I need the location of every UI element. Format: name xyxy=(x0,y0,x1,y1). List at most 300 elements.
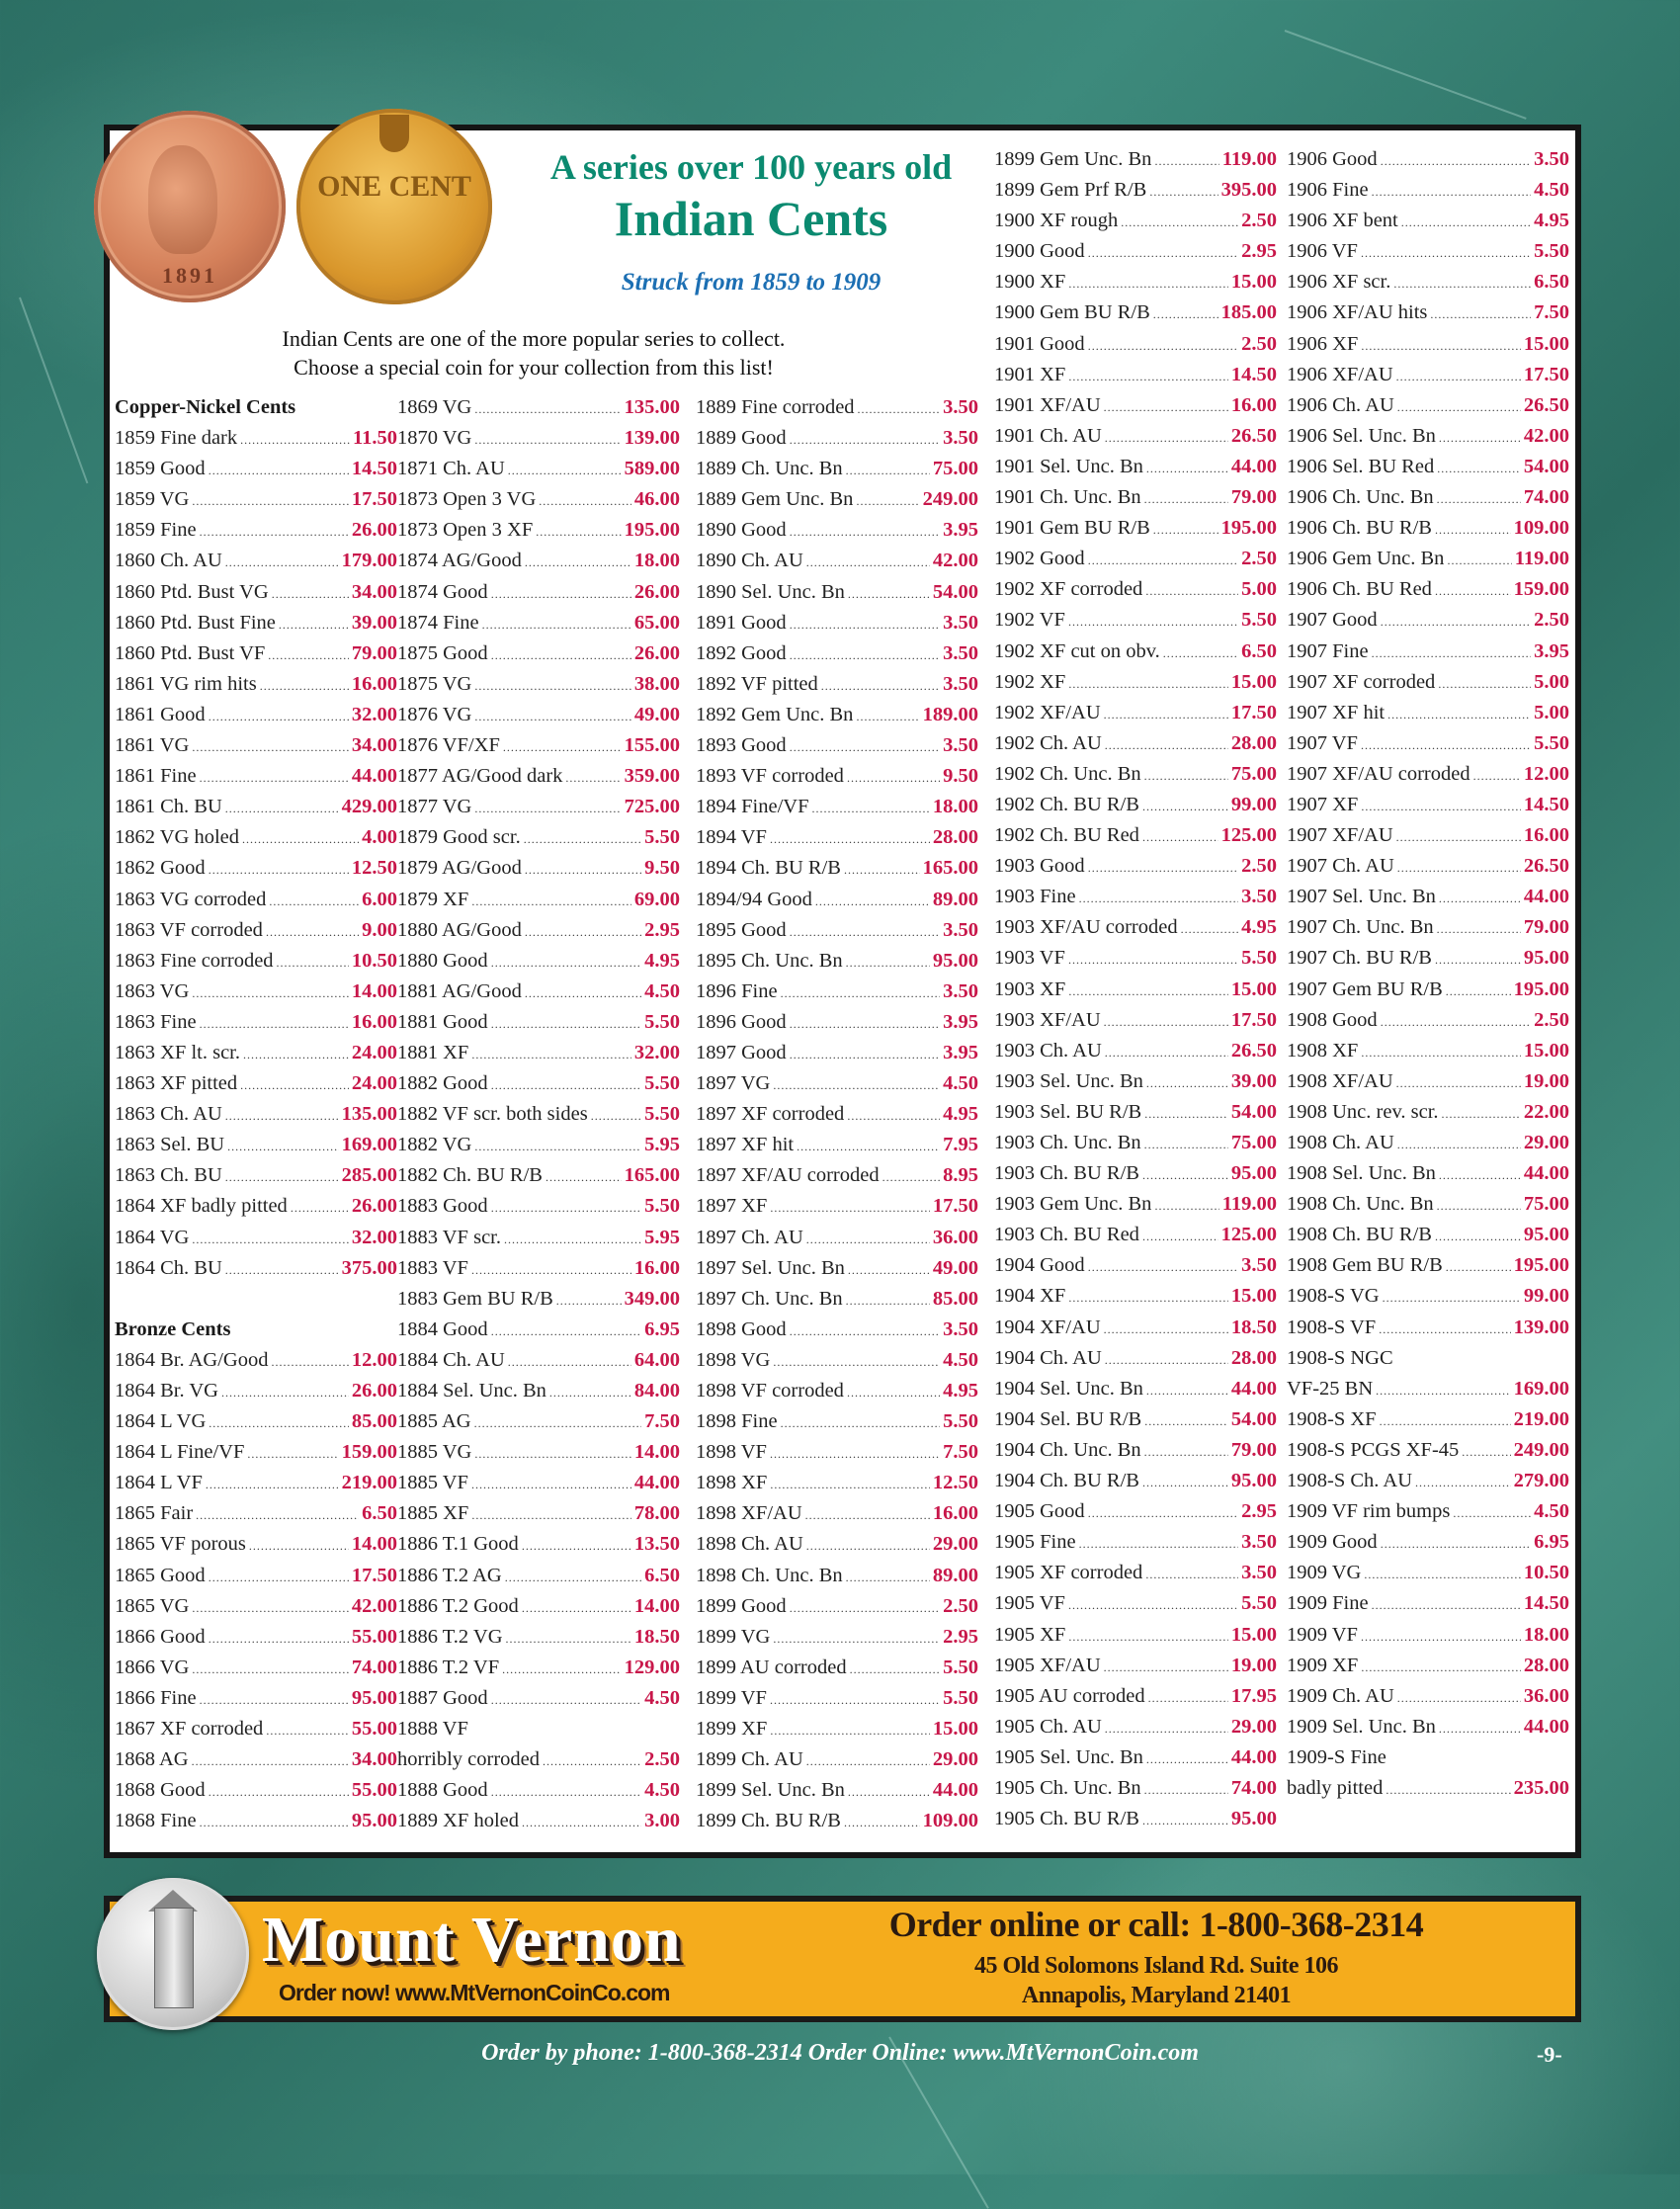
dot-leader xyxy=(549,1386,631,1401)
coin-price: 26.50 xyxy=(1523,393,1569,416)
price-list-item xyxy=(115,1257,397,1288)
coin-price: 85.00 xyxy=(351,1410,397,1433)
coin-description: 1899 Good xyxy=(696,1594,787,1617)
dot-leader xyxy=(1088,1260,1238,1275)
coin-price: 36.00 xyxy=(932,1226,978,1248)
coin-description: 1901 Ch. AU xyxy=(994,424,1102,447)
coin-price: 95.00 xyxy=(351,1686,397,1709)
price-list-item xyxy=(115,458,397,488)
coin-price: 159.00 xyxy=(341,1441,397,1464)
dot-leader xyxy=(1181,922,1239,937)
coin-description: 1884 Good xyxy=(397,1317,488,1340)
dot-leader xyxy=(847,1386,940,1401)
coin-price: 119.00 xyxy=(1221,1193,1277,1216)
coin-description: 1903 XF xyxy=(994,977,1066,1000)
coin-price: 3.50 xyxy=(1241,886,1277,908)
price-list-item xyxy=(1287,1685,1569,1716)
price-list-item xyxy=(397,1565,680,1595)
dot-leader xyxy=(781,986,941,1001)
price-list-item xyxy=(994,1716,1277,1746)
coin-price: 16.00 xyxy=(351,672,397,695)
price-list-item xyxy=(994,702,1277,732)
coin-price: 5.00 xyxy=(1241,578,1277,601)
coin-description: 1886 T.2 VG xyxy=(397,1625,503,1648)
price-list-item xyxy=(397,1288,680,1318)
coin-description: 1903 VF xyxy=(994,947,1065,970)
coin-description: 1896 Fine xyxy=(696,979,778,1002)
coin-price: 3.50 xyxy=(1241,1531,1277,1554)
dot-leader xyxy=(209,1571,349,1585)
dot-leader xyxy=(847,1109,940,1124)
dot-leader xyxy=(790,740,940,755)
coin-price: 95.00 xyxy=(1230,1470,1277,1492)
price-list-item xyxy=(696,889,978,919)
coin-description: 1898 VG xyxy=(696,1348,771,1371)
headline: A series over 100 years old xyxy=(549,147,953,187)
price-list-item xyxy=(696,427,978,458)
coin-price: 219.00 xyxy=(1513,1407,1569,1430)
coin-price: 165.00 xyxy=(624,1164,680,1187)
coin-price: 16.00 xyxy=(1523,824,1569,847)
price-list-item xyxy=(115,919,397,950)
dot-leader xyxy=(1154,1199,1218,1214)
coin-description: 1864 Br. AG/Good xyxy=(115,1348,269,1371)
price-list-item xyxy=(397,1164,680,1195)
price-list-item xyxy=(1287,456,1569,486)
dot-leader xyxy=(225,555,339,570)
coin-description: 1861 Good xyxy=(115,703,206,725)
price-list-item xyxy=(115,1380,397,1410)
coin-price: 10.50 xyxy=(351,949,397,972)
coin-price: 3.50 xyxy=(1534,148,1569,170)
price-list-item xyxy=(696,488,978,519)
coin-description: 1902 Ch. BU R/B xyxy=(994,793,1139,815)
dot-leader xyxy=(790,1017,940,1032)
coin-year: 1891 xyxy=(162,263,217,288)
coin-price: 179.00 xyxy=(341,550,397,572)
coin-description: 1876 VG xyxy=(397,703,472,725)
dot-leader xyxy=(266,1724,349,1739)
coin-description: 1893 Good xyxy=(696,734,787,757)
coin-description: 1899 Gem Unc. Bn xyxy=(994,148,1152,170)
price-list-item xyxy=(696,1472,978,1502)
dot-leader xyxy=(506,1632,631,1647)
coin-price: 36.00 xyxy=(1523,1684,1569,1707)
coin-price: 16.00 xyxy=(1230,393,1277,416)
coin-description: 1909 VF xyxy=(1287,1623,1358,1646)
list-item-continued xyxy=(1287,1347,1569,1378)
coin-description: 1888 Good xyxy=(397,1779,488,1802)
price-column-1 xyxy=(115,396,397,1840)
dot-leader xyxy=(1376,1384,1510,1399)
coin-description: 1891 Good xyxy=(696,611,787,634)
price-list-item xyxy=(397,1657,680,1687)
price-list-item xyxy=(115,1810,397,1840)
price-list-item xyxy=(115,1502,397,1533)
dot-leader xyxy=(491,1693,641,1708)
coin-description: 1888 VF xyxy=(397,1718,468,1741)
coin-description: 1887 Good xyxy=(397,1686,488,1709)
dot-leader xyxy=(1361,1660,1521,1675)
dot-leader xyxy=(505,1571,641,1585)
coin-price: 34.00 xyxy=(351,734,397,757)
dot-leader xyxy=(471,1508,631,1523)
dot-leader xyxy=(279,618,349,633)
price-list-item xyxy=(1287,486,1569,517)
coin-price: 109.00 xyxy=(1513,517,1569,540)
coin-price: 54.00 xyxy=(932,580,978,603)
section-heading: Bronze Cents xyxy=(115,1317,231,1340)
coin-price: 95.00 xyxy=(1230,1808,1277,1830)
dot-leader xyxy=(1144,1445,1228,1460)
price-list-item xyxy=(115,1657,397,1687)
coin-description: 1909 Sel. Unc. Bn xyxy=(1287,1715,1436,1738)
coin-description: 1903 Ch. BU Red xyxy=(994,1224,1139,1246)
price-list-item xyxy=(696,1687,978,1718)
dot-leader xyxy=(790,433,940,448)
coin-price: 4.95 xyxy=(943,1103,978,1126)
dot-leader xyxy=(806,555,930,570)
dot-leader xyxy=(1079,1537,1239,1552)
coin-description: 1906 XF/AU xyxy=(1287,363,1393,385)
price-list-item xyxy=(994,1500,1277,1531)
coin-price: 155.00 xyxy=(624,734,680,757)
price-list-item xyxy=(994,1562,1277,1592)
coin-price: 4.50 xyxy=(943,1072,978,1095)
dot-leader xyxy=(1396,370,1521,384)
dot-leader xyxy=(1435,584,1511,599)
coin-price: 5.50 xyxy=(644,1103,680,1126)
dot-leader xyxy=(192,740,349,755)
coin-description: 1908 Good xyxy=(1287,1008,1378,1031)
dot-leader xyxy=(882,1170,941,1185)
dot-leader xyxy=(556,1294,622,1309)
coin-price: 3.50 xyxy=(1241,1254,1277,1277)
coin-description: 1873 Open 3 XF xyxy=(397,519,534,542)
coin-price: 6.00 xyxy=(362,888,397,910)
coin-description: 1864 L VG xyxy=(115,1410,207,1433)
coin-price: 18.50 xyxy=(633,1625,680,1648)
coin-description: 1906 Sel. BU Red xyxy=(1287,455,1435,477)
dot-leader xyxy=(1439,1722,1521,1737)
dot-leader xyxy=(260,679,349,694)
coin-description: 1906 Ch. AU xyxy=(1287,393,1394,416)
coin-price: 5.95 xyxy=(644,1134,680,1156)
coin-price: 285.00 xyxy=(341,1164,397,1187)
dot-leader xyxy=(1088,339,1238,354)
price-list-item xyxy=(994,271,1277,301)
price-list-item xyxy=(397,550,680,580)
dot-leader xyxy=(225,1109,339,1124)
coin-price: 7.50 xyxy=(943,1441,978,1464)
price-list-item xyxy=(1287,855,1569,886)
coin-description: 1885 VF xyxy=(397,1472,468,1494)
coin-price: 195.00 xyxy=(1513,1254,1569,1277)
coin-description: 1897 XF/AU corroded xyxy=(696,1164,880,1187)
price-list-item xyxy=(1287,1009,1569,1040)
coin-price: 28.00 xyxy=(1230,731,1277,754)
dot-leader xyxy=(503,740,622,755)
coin-description: 1886 T.2 Good xyxy=(397,1594,519,1617)
dot-leader xyxy=(196,1508,359,1523)
price-list-item xyxy=(397,1533,680,1564)
coin-price: 19.00 xyxy=(1230,1654,1277,1676)
price-list-item xyxy=(696,1134,978,1164)
coin-description: 1905 Sel. Unc. Bn xyxy=(994,1745,1143,1768)
price-list-item xyxy=(397,1410,680,1441)
dot-leader xyxy=(790,1324,940,1339)
dot-leader xyxy=(1088,861,1238,876)
coin-description: 1899 Ch. BU R/B xyxy=(696,1810,841,1832)
coin-description: 1905 VF xyxy=(994,1592,1065,1615)
coin-description: 1899 XF xyxy=(696,1718,768,1741)
coin-price: 3.50 xyxy=(943,611,978,634)
coin-price: 4.50 xyxy=(644,1779,680,1802)
dot-leader xyxy=(1142,800,1228,814)
dot-leader xyxy=(1079,892,1239,906)
price-list-item xyxy=(994,1254,1277,1285)
coin-price: 65.00 xyxy=(633,611,680,634)
coin-description: 1906 XF xyxy=(1287,332,1359,355)
coin-price: 24.00 xyxy=(351,1072,397,1095)
coin-price: 3.50 xyxy=(943,979,978,1002)
dot-leader xyxy=(1387,708,1531,722)
dot-leader xyxy=(546,1170,622,1185)
coin-price: 3.50 xyxy=(1241,1562,1277,1584)
price-list-item xyxy=(994,1624,1277,1655)
coin-description: 1903 XF/AU xyxy=(994,1008,1101,1031)
dot-leader xyxy=(1361,738,1531,753)
dot-leader xyxy=(1435,1230,1521,1244)
price-list-item xyxy=(1287,1777,1569,1808)
dot-leader xyxy=(225,1170,339,1185)
coin-description: 1863 Fine xyxy=(115,1010,197,1033)
price-list-item xyxy=(994,1224,1277,1254)
coin-description: 1898 Fine xyxy=(696,1410,778,1433)
coin-description: 1899 Gem Prf R/B xyxy=(994,179,1147,202)
price-list-item xyxy=(1287,548,1569,578)
coin-description: 1907 Sel. Unc. Bn xyxy=(1287,886,1436,908)
dot-leader xyxy=(844,1816,920,1830)
dot-leader xyxy=(806,1754,930,1769)
coin-price: 5.50 xyxy=(644,1010,680,1033)
price-list-item xyxy=(397,889,680,919)
price-list-item xyxy=(115,1103,397,1134)
coin-description: 1871 Ch. AU xyxy=(397,458,505,480)
coin-price: 725.00 xyxy=(624,796,680,818)
dot-leader xyxy=(1163,646,1238,661)
price-list-item xyxy=(115,1195,397,1226)
dot-leader xyxy=(1088,553,1238,568)
price-list-item xyxy=(994,1439,1277,1470)
dot-leader xyxy=(200,1693,349,1708)
coin-description: 1903 Ch. BU R/B xyxy=(994,1162,1139,1185)
price-list-item xyxy=(1287,1655,1569,1685)
dot-leader xyxy=(1105,1353,1228,1368)
price-list-item xyxy=(696,1072,978,1103)
price-list-item xyxy=(696,1288,978,1318)
dot-leader xyxy=(522,1539,631,1554)
coin-price: 4.95 xyxy=(943,1380,978,1402)
coin-price: 219.00 xyxy=(341,1472,397,1494)
coin-description: 1908-S PCGS XF-45 xyxy=(1287,1438,1460,1461)
price-list-item xyxy=(1287,1254,1569,1285)
dot-leader xyxy=(846,464,930,478)
coin-description: 1877 VG xyxy=(397,796,472,818)
coin-price: 3.50 xyxy=(943,734,978,757)
coin-price: 10.50 xyxy=(1523,1562,1569,1584)
coin-description: 1907 Ch. Unc. Bn xyxy=(1287,916,1434,939)
coin-description: 1897 Ch. Unc. Bn xyxy=(696,1287,843,1310)
coin-price: 39.00 xyxy=(1230,1069,1277,1092)
dot-leader xyxy=(474,1140,641,1154)
price-list-item xyxy=(994,978,1277,1009)
price-list-item xyxy=(397,1318,680,1349)
price-list-item xyxy=(994,916,1277,947)
price-list-item xyxy=(397,1103,680,1134)
price-list-item xyxy=(696,1810,978,1840)
mount-vernon-medallion-logo xyxy=(97,1878,249,2030)
price-list-item xyxy=(994,1746,1277,1777)
coin-price: 14.50 xyxy=(1230,363,1277,385)
coin-price: 159.00 xyxy=(1513,578,1569,601)
price-list-item xyxy=(994,578,1277,609)
coin-description: 1874 AG/Good xyxy=(397,550,522,572)
coin-reverse-text: ONE CENT xyxy=(317,170,471,203)
price-list-item xyxy=(994,794,1277,824)
coin-price: 4.95 xyxy=(1534,210,1569,232)
coin-price: 6.95 xyxy=(644,1317,680,1340)
coin-description: 1900 XF xyxy=(994,271,1066,294)
price-list-item xyxy=(696,1502,978,1533)
price-list-item xyxy=(397,765,680,796)
dot-leader xyxy=(1397,400,1521,415)
coin-description: 1882 VG xyxy=(397,1134,472,1156)
coin-price: 95.00 xyxy=(1523,947,1569,970)
dot-leader xyxy=(1104,400,1228,415)
coin-price: 15.00 xyxy=(1523,332,1569,355)
price-list-item xyxy=(696,980,978,1011)
price-column-5 xyxy=(1287,148,1569,1808)
dot-leader xyxy=(565,771,621,786)
price-list-item xyxy=(1287,732,1569,763)
coin-description: 1903 Sel. Unc. Bn xyxy=(994,1069,1143,1092)
price-list-item xyxy=(1287,947,1569,977)
price-list-item xyxy=(397,1349,680,1380)
coin-price: 139.00 xyxy=(1513,1316,1569,1338)
price-list-item xyxy=(397,1011,680,1042)
coin-price: 29.00 xyxy=(932,1748,978,1771)
coin-description: 1863 XF lt. scr. xyxy=(115,1041,240,1063)
coin-description: 1884 Sel. Unc. Bn xyxy=(397,1380,546,1402)
coin-price: 3.50 xyxy=(943,672,978,695)
coin-price: 5.50 xyxy=(644,826,680,849)
coin-price: 17.50 xyxy=(1230,701,1277,723)
brand-url-link[interactable]: Order now! www.MtVernonCoinCo.com xyxy=(279,1980,670,2005)
coin-description: 1902 XF/AU xyxy=(994,701,1101,723)
price-list-item xyxy=(1287,824,1569,855)
coin-price: 5.50 xyxy=(943,1686,978,1709)
coin-price: 44.00 xyxy=(1230,1745,1277,1768)
dot-leader xyxy=(242,832,359,847)
price-list-item xyxy=(397,980,680,1011)
price-list-item xyxy=(1287,609,1569,639)
coin-description: 1907 Good xyxy=(1287,609,1378,632)
blank-row xyxy=(115,1288,397,1318)
coin-price: 32.00 xyxy=(351,703,397,725)
page-title: Indian Cents xyxy=(614,191,888,246)
coin-description: 1908-S VG xyxy=(1287,1285,1380,1308)
coin-price: 54.00 xyxy=(1230,1407,1277,1430)
coin-description: 1904 Ch. Unc. Bn xyxy=(994,1438,1141,1461)
coin-price: 5.50 xyxy=(1241,1592,1277,1615)
coin-description: 1908-S XF xyxy=(1287,1407,1377,1430)
coin-description: 1863 Fine corroded xyxy=(115,949,274,972)
dot-leader xyxy=(1397,1691,1521,1706)
price-list-item xyxy=(696,519,978,550)
dot-leader xyxy=(247,1447,338,1462)
coin-description: 1865 VG xyxy=(115,1594,190,1617)
price-list-item xyxy=(696,826,978,857)
dot-leader xyxy=(471,1478,631,1492)
price-list-item xyxy=(115,1533,397,1564)
dot-leader xyxy=(522,1601,631,1616)
coin-description: badly pitted xyxy=(1287,1776,1384,1799)
coin-description: 1897 Ch. AU xyxy=(696,1226,803,1248)
price-list-item xyxy=(397,796,680,826)
dot-leader xyxy=(227,1140,339,1154)
coin-description: 1898 XF xyxy=(696,1472,768,1494)
coin-price: 395.00 xyxy=(1220,179,1277,202)
price-list-item xyxy=(115,1441,397,1472)
coin-description: 1902 Ch. Unc. Bn xyxy=(994,762,1141,785)
coin-description: 1905 Ch. BU R/B xyxy=(994,1808,1139,1830)
dot-leader xyxy=(790,925,940,940)
dot-leader xyxy=(770,1447,940,1462)
price-list-item xyxy=(115,1748,397,1779)
dot-leader xyxy=(1068,370,1228,384)
dot-leader xyxy=(1144,492,1228,507)
price-list-item xyxy=(115,734,397,765)
price-list-item xyxy=(696,396,978,427)
coin-price: 3.95 xyxy=(1534,639,1569,662)
coin-description: 1864 L Fine/VF xyxy=(115,1441,245,1464)
price-list-item xyxy=(397,1195,680,1226)
coin-price: 15.00 xyxy=(1230,670,1277,693)
coin-description: 1864 L VF xyxy=(115,1472,203,1494)
coin-price: 79.00 xyxy=(1230,1438,1277,1461)
coin-price: 185.00 xyxy=(1220,301,1277,324)
coin-description: 1866 Good xyxy=(115,1625,206,1648)
price-list-item xyxy=(115,1349,397,1380)
coin-description: 1880 AG/Good xyxy=(397,918,522,941)
coin-description: 1907 VF xyxy=(1287,731,1358,754)
dot-leader xyxy=(1381,154,1531,169)
price-list-item xyxy=(115,550,397,580)
coin-description: 1906 Gem Unc. Bn xyxy=(1287,548,1445,570)
dot-leader xyxy=(1473,769,1521,784)
marble-vein xyxy=(19,297,88,484)
dot-leader xyxy=(524,832,641,847)
coin-description: 1905 Fine xyxy=(994,1531,1076,1554)
coin-price: 2.50 xyxy=(1241,210,1277,232)
dot-leader xyxy=(1437,492,1521,507)
address-line-2: Annapolis, Maryland 21401 xyxy=(1021,1983,1292,2008)
coin-description: 1889 XF holed xyxy=(397,1810,519,1832)
coin-description: 1903 Ch. Unc. Bn xyxy=(994,1132,1141,1153)
dot-leader xyxy=(1439,1168,1521,1183)
dot-leader xyxy=(1361,800,1521,814)
